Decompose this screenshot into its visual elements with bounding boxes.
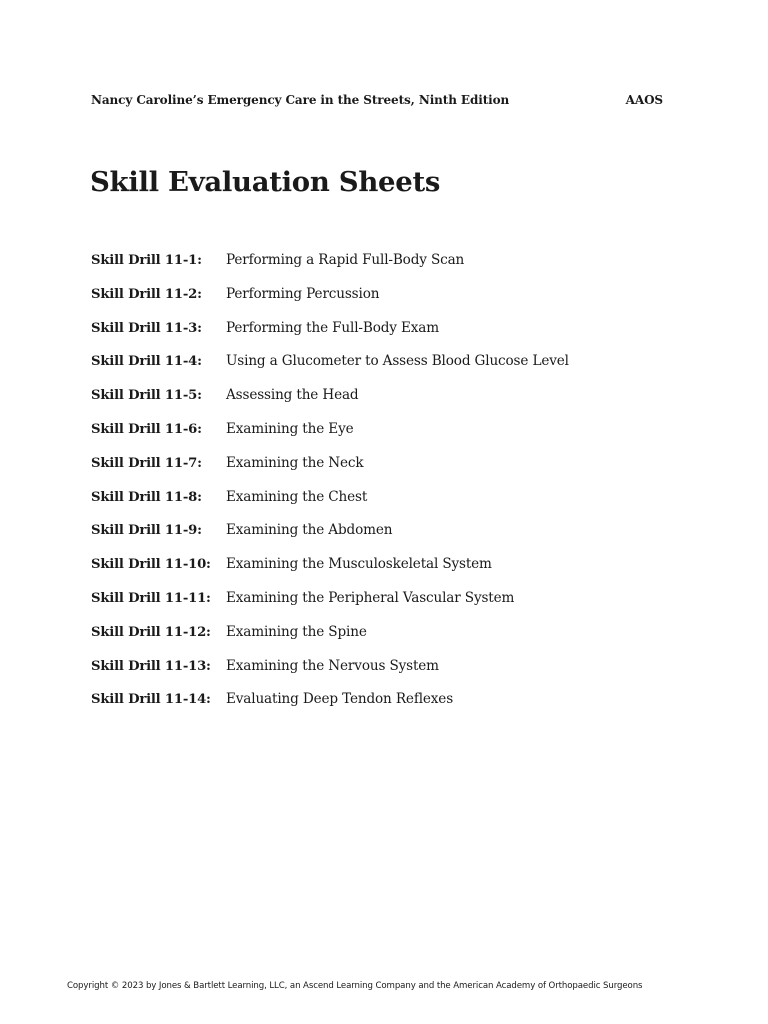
skill-drill-title: Examining the Musculoskeletal System <box>226 556 492 573</box>
publisher-name: AAOS <box>625 93 663 107</box>
skill-drill-list <box>91 252 569 725</box>
skill-drill-item <box>91 286 569 320</box>
skill-drill-number: Skill Drill 11-5: <box>91 388 202 404</box>
skill-drill-item <box>91 455 569 489</box>
copyright-footer: Copyright © 2023 by Jones & Bartlett Learning, LLC, an Ascend Learning Company and the American Academy of Orthopaedic Surgeons <box>67 981 643 991</box>
skill-drill-title: Using a Glucometer to Assess Blood Glucose Level <box>226 353 569 370</box>
skill-drill-title: Examining the Abdomen <box>226 522 393 539</box>
skill-drill-number: Skill Drill 11-4: <box>91 354 202 370</box>
skill-drill-title: Examining the Eye <box>226 420 354 437</box>
skill-drill-item <box>91 691 569 725</box>
book-title: Nancy Caroline’s Emergency Care in the Streets, Ninth Edition <box>91 93 510 107</box>
skill-drill-title: Examining the Neck <box>226 454 364 471</box>
skill-drill-number: Skill Drill 11-7: <box>91 455 202 471</box>
skill-drill-item <box>91 489 569 523</box>
skill-drill-title: Examining the Spine <box>226 623 367 640</box>
skill-drill-item <box>91 624 569 658</box>
skill-drill-item <box>91 387 569 421</box>
skill-drill-number: Skill Drill 11-9: <box>91 523 202 539</box>
page-title: Skill Evaluation Sheets <box>90 166 441 198</box>
skill-drill-number: Skill Drill 11-14: <box>91 692 211 708</box>
skill-drill-number: Skill Drill 11-2: <box>91 286 202 302</box>
skill-drill-number: Skill Drill 11-12: <box>91 624 211 640</box>
skill-drill-title: Examining the Peripheral Vascular System <box>226 589 515 606</box>
page-header <box>91 93 663 107</box>
skill-drill-item <box>91 353 569 387</box>
skill-drill-number: Skill Drill 11-6: <box>91 421 202 437</box>
skill-drill-title: Performing the Full-Body Exam <box>226 319 439 336</box>
skill-drill-title: Performing a Rapid Full-Body Scan <box>226 252 465 268</box>
skill-drill-title: Evaluating Deep Tendon Reflexes <box>226 691 454 708</box>
skill-drill-title: Assessing the Head <box>226 387 359 404</box>
skill-drill-number: Skill Drill 11-3: <box>91 320 202 336</box>
skill-drill-item <box>91 590 569 624</box>
skill-drill-number: Skill Drill 11-11: <box>91 590 211 606</box>
skill-drill-title: Examining the Nervous System <box>226 657 439 674</box>
skill-drill-item <box>91 556 569 590</box>
skill-drill-title: Performing Percussion <box>226 285 380 302</box>
skill-drill-number: Skill Drill 11-10: <box>91 557 211 573</box>
skill-drill-item <box>91 522 569 556</box>
skill-drill-item <box>91 252 569 286</box>
skill-drill-item <box>91 421 569 455</box>
skill-drill-item <box>91 320 569 354</box>
skill-drill-item <box>91 658 569 692</box>
skill-drill-number: Skill Drill 11-13: <box>91 658 211 674</box>
skill-drill-title: Examining the Chest <box>226 488 368 505</box>
skill-drill-number: Skill Drill 11-8: <box>91 489 202 505</box>
skill-drill-number: Skill Drill 11-1: <box>91 253 202 268</box>
